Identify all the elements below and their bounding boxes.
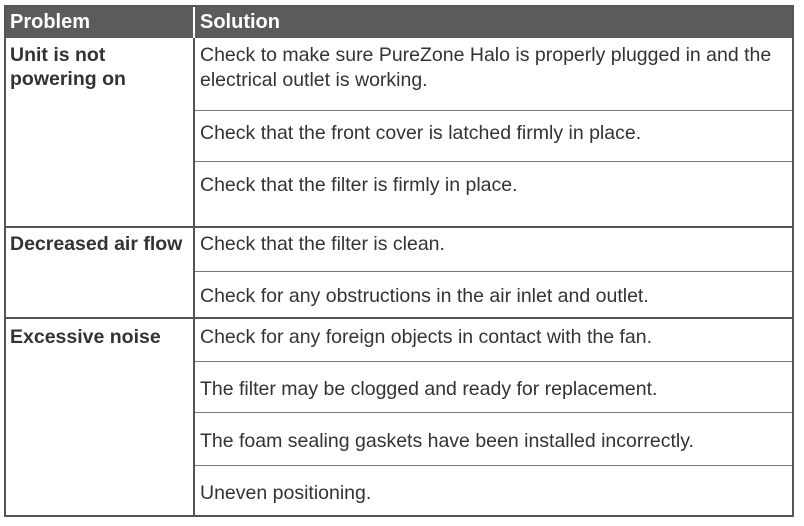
solution-cell: Check for any foreign objects in contact with the fan. <box>200 326 652 348</box>
row-divider <box>195 465 792 466</box>
solution-cell: Check that the filter is firmly in place. <box>200 174 518 196</box>
row-divider <box>195 361 792 362</box>
row-divider <box>195 110 792 111</box>
solution-cell: Check that the front cover is latched firmly in place. <box>200 122 642 144</box>
solution-cell: Check that the filter is clean. <box>200 233 445 255</box>
problem-decreased-air-flow: Decreased air flow <box>10 233 183 255</box>
table-header <box>6 7 792 38</box>
solution-cell: Check for any obstructions in the air inlet and outlet. <box>200 285 649 307</box>
header-solution: Solution <box>200 11 280 33</box>
group-divider <box>6 226 792 228</box>
row-divider <box>195 161 792 162</box>
solution-cell: Uneven positioning. <box>200 482 372 504</box>
header-divider <box>193 7 195 38</box>
solution-cell: The filter may be clogged and ready for replacement. <box>200 378 658 400</box>
row-divider <box>195 271 792 272</box>
problem-excessive-noise: Excessive noise <box>10 326 161 348</box>
solution-cell: The foam sealing gaskets have been installed incorrectly. <box>200 430 694 452</box>
solution-cell: Check to make sure PureZone Halo is properly plugged in and the electrical outlet is working. <box>200 44 772 91</box>
row-divider <box>195 412 792 413</box>
troubleshooting-table <box>4 5 794 517</box>
problem-unit-not-powering-on: Unit is not powering on <box>10 44 126 90</box>
header-problem: Problem <box>10 11 91 33</box>
group-divider <box>6 317 792 319</box>
